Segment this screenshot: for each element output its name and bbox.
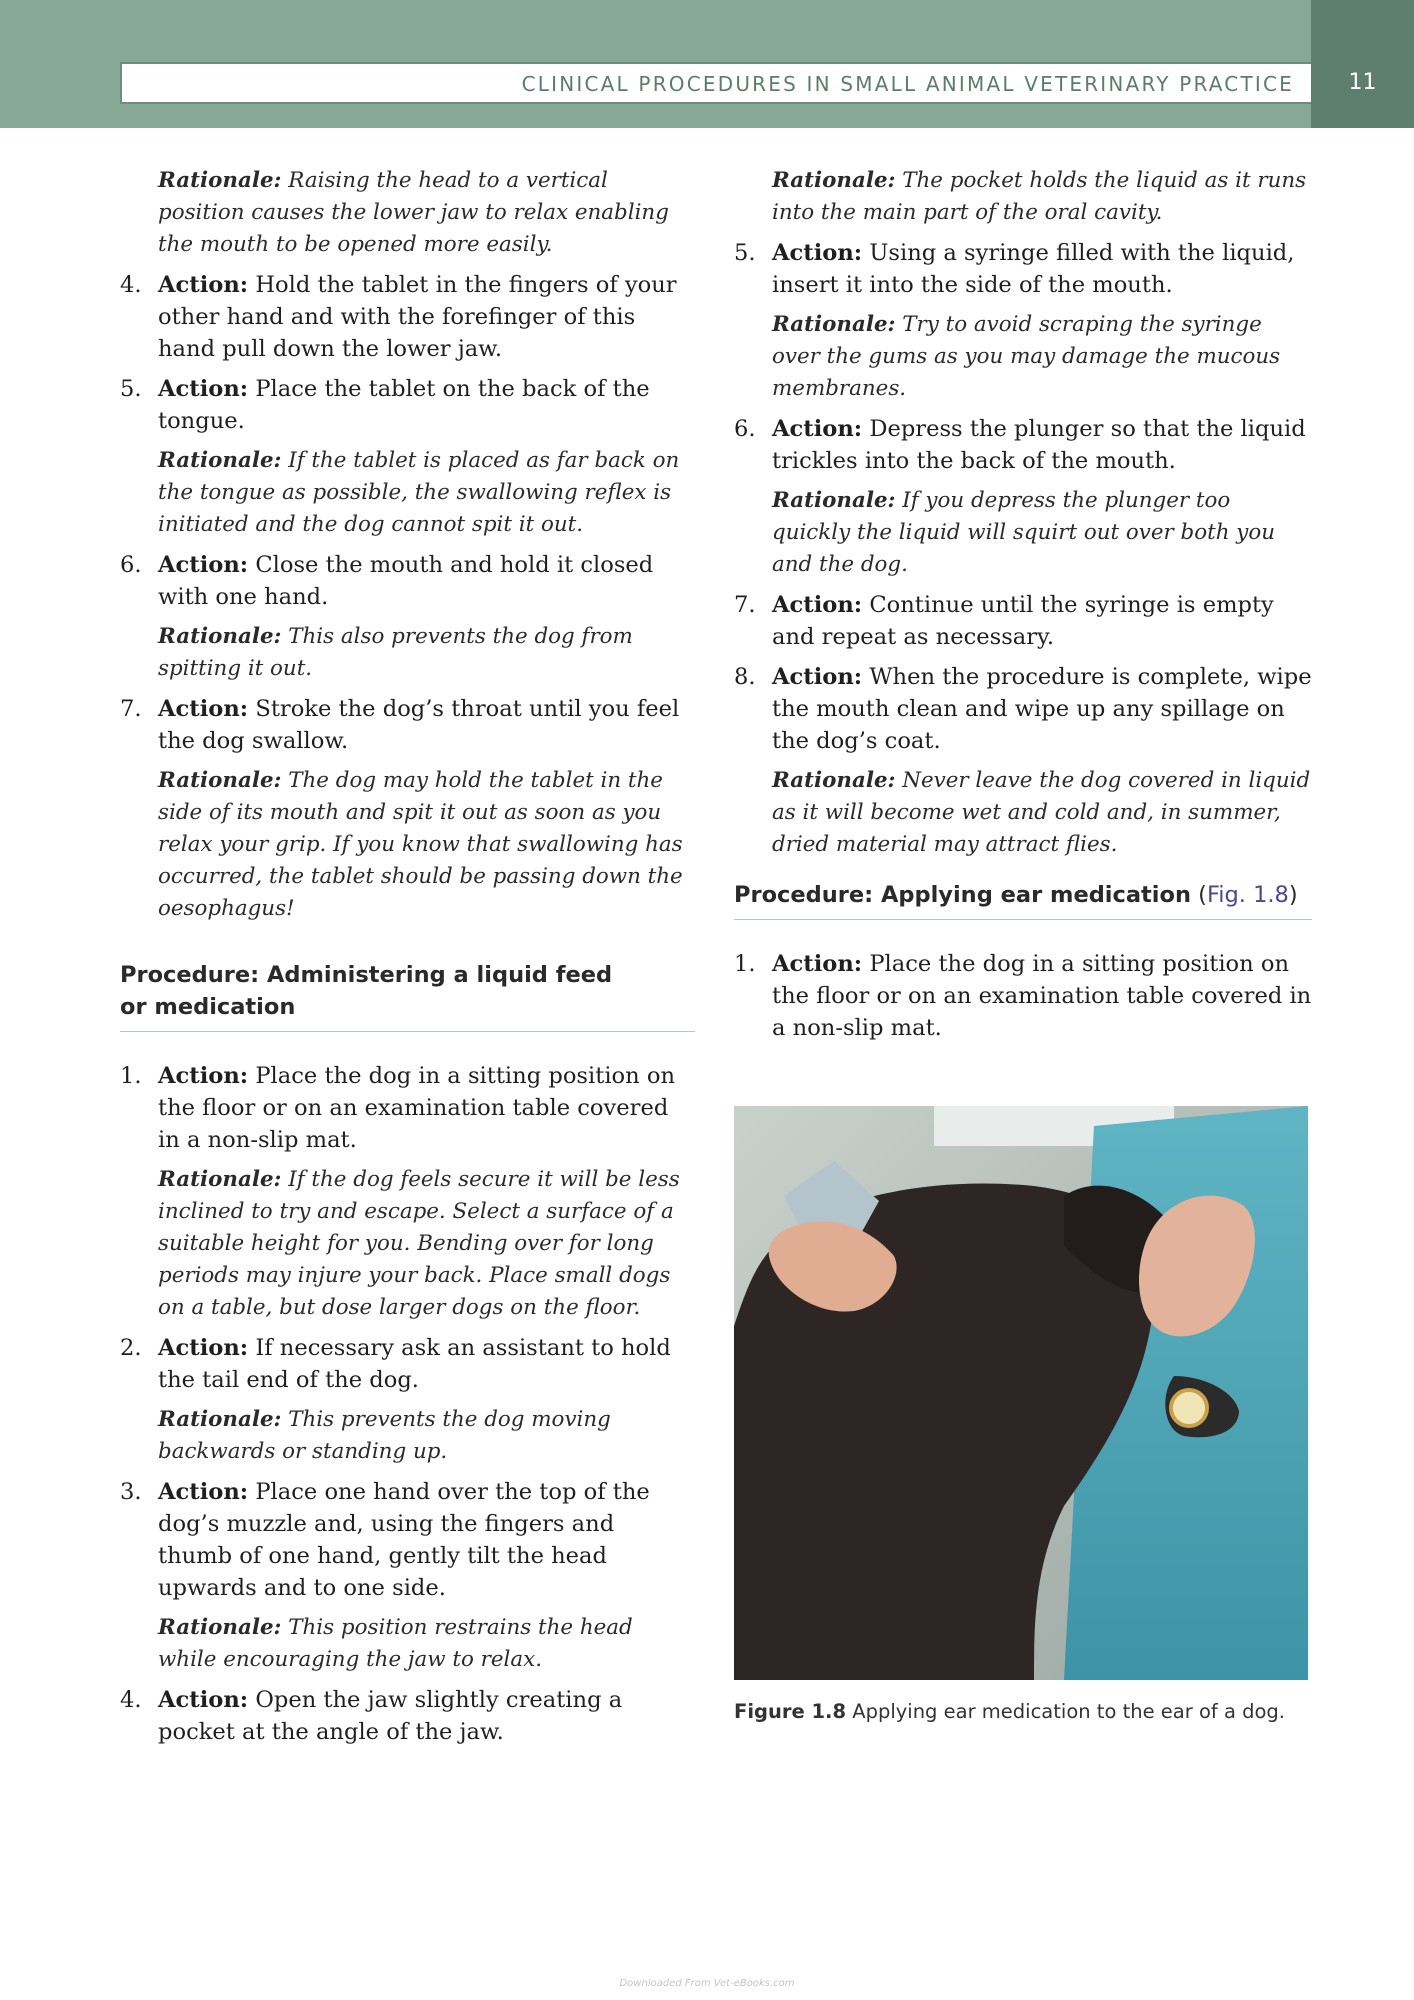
figure-caption-text: Applying ear medication to the ear of a dog. xyxy=(846,1700,1285,1723)
download-watermark: Downloaded From Vet-eBooks.com xyxy=(619,1978,795,1989)
action-step xyxy=(734,413,1312,477)
rationale-text: This also prevents the dog from spitting it out. xyxy=(158,624,633,681)
rationale-label: Rationale: xyxy=(772,488,896,513)
rationale xyxy=(120,765,695,925)
rationale xyxy=(120,1404,695,1468)
action-text: Place the tablet on the back of the tongue. xyxy=(158,376,650,434)
figure-reference-link[interactable]: Fig. 1.8 xyxy=(1206,882,1289,908)
heading-text: Procedure: Applying ear medication xyxy=(734,882,1191,908)
rationale-label: Rationale: xyxy=(158,1407,282,1432)
rationale xyxy=(120,165,695,261)
action-label: Action: xyxy=(772,416,863,442)
action-step xyxy=(120,1684,695,1748)
ear-medication-illustration xyxy=(734,1106,1308,1680)
action-text: Depress the plunger so that the liquid trickles into the back of the mouth. xyxy=(772,416,1306,474)
action-label: Action: xyxy=(772,951,863,977)
action-step xyxy=(120,1476,695,1604)
rationale-label: Rationale: xyxy=(772,768,896,793)
book-title: CLINICAL PROCEDURES IN SMALL ANIMAL VETERINARY PRACTICE xyxy=(521,72,1294,96)
step-number: 6. xyxy=(120,552,142,578)
procedure-heading xyxy=(120,959,695,1032)
action-step xyxy=(734,589,1312,653)
rationale-text: If you depress the plunger too quickly the liquid will squirt out over both you and the dog. xyxy=(772,488,1276,577)
step-number: 5. xyxy=(734,240,756,266)
rationale-label: Rationale: xyxy=(158,768,282,793)
action-text: Using a syringe filled with the liquid, insert it into the side of the mouth. xyxy=(772,240,1295,298)
action-text: When the procedure is complete, wipe the mouth clean and wipe up any spillage on the dog’s coat. xyxy=(772,664,1312,754)
step-number: 2. xyxy=(120,1335,142,1361)
action-text: Continue until the syringe is empty and repeat as necessary. xyxy=(772,592,1274,650)
action-step xyxy=(120,373,695,437)
left-column xyxy=(120,165,695,1756)
heading-open-paren: ( xyxy=(1191,882,1207,908)
action-label: Action: xyxy=(158,1063,249,1089)
rationale-label: Rationale: xyxy=(158,448,282,473)
action-label: Action: xyxy=(772,664,863,690)
action-text: Hold the tablet in the fingers of your other hand and with the forefinger of this hand pull down the lower jaw. xyxy=(158,272,677,362)
action-step xyxy=(734,237,1312,301)
figure-caption xyxy=(734,1700,1312,1723)
step-number: 1. xyxy=(120,1063,142,1089)
action-text: If necessary ask an assistant to hold the tail end of the dog. xyxy=(158,1335,671,1393)
action-step xyxy=(734,661,1312,757)
action-step xyxy=(120,693,695,757)
rationale-text: Never leave the dog covered in liquid as it will become wet and cold and, in summer, dried material may attract flies. xyxy=(772,768,1311,857)
heading-line-2: or medication xyxy=(120,994,296,1020)
action-label: Action: xyxy=(158,1479,249,1505)
rationale-text: Raising the head to a vertical position causes the lower jaw to relax enabling the mouth to be opened more easily. xyxy=(158,168,669,257)
header-title-box xyxy=(120,62,1312,104)
rationale xyxy=(734,165,1312,229)
rationale-label: Rationale: xyxy=(158,624,282,649)
rationale-text: Try to avoid scraping the syringe over the gums as you may damage the mucous membranes. xyxy=(772,312,1281,401)
action-text: Place the dog in a sitting position on the floor or on an examination table covered in a non-slip mat. xyxy=(158,1063,676,1153)
action-text: Place the dog in a sitting position on the floor or on an examination table covered in a non-slip mat. xyxy=(772,951,1312,1041)
step-number: 4. xyxy=(120,272,142,298)
action-label: Action: xyxy=(158,272,249,298)
action-label: Action: xyxy=(772,592,863,618)
action-label: Action: xyxy=(158,552,249,578)
rationale xyxy=(120,621,695,685)
step-number: 6. xyxy=(734,416,756,442)
rationale xyxy=(120,445,695,541)
step-number: 1. xyxy=(734,951,756,977)
action-label: Action: xyxy=(158,1335,249,1361)
rationale-text: If the tablet is placed as far back on the tongue as possible, the swallowing reflex is initiated and the dog cannot spit it out. xyxy=(158,448,680,537)
action-step xyxy=(734,948,1312,1044)
step-number: 7. xyxy=(734,592,756,618)
rationale-text: The dog may hold the tablet in the side of its mouth and spit it out as soon as you relax your grip. If you know that swallowing has occurred, the tablet should be passing down the oesophagus! xyxy=(158,768,683,921)
action-label: Action: xyxy=(158,1687,249,1713)
action-step xyxy=(120,269,695,365)
rationale-label: Rationale: xyxy=(772,168,896,193)
procedure-heading xyxy=(734,879,1312,920)
page-number: 11 xyxy=(1348,70,1377,95)
figure-photo xyxy=(734,1106,1308,1680)
right-column xyxy=(734,165,1312,1723)
step-number: 3. xyxy=(120,1479,142,1505)
action-step xyxy=(120,549,695,613)
action-label: Action: xyxy=(158,376,249,402)
action-text: Open the jaw slightly creating a pocket at the angle of the jaw. xyxy=(158,1687,623,1745)
rationale-label: Rationale: xyxy=(158,168,282,193)
step-number: 8. xyxy=(734,664,756,690)
rationale xyxy=(120,1164,695,1324)
figure-label: Figure 1.8 xyxy=(734,1700,847,1723)
rationale-label: Rationale: xyxy=(158,1167,282,1192)
action-step xyxy=(120,1060,695,1156)
action-text: Close the mouth and hold it closed with one hand. xyxy=(158,552,654,610)
action-label: Action: xyxy=(158,696,249,722)
rationale-text: This position restrains the head while encouraging the jaw to relax. xyxy=(158,1615,633,1672)
action-text: Stroke the dog’s throat until you feel the dog swallow. xyxy=(158,696,680,754)
rationale-text: The pocket holds the liquid as it runs into the main part of the oral cavity. xyxy=(772,168,1307,225)
heading-close-paren: ) xyxy=(1288,882,1298,908)
action-text: Place one hand over the top of the dog’s muzzle and, using the fingers and thumb of one hand, gently tilt the head upwards and to one side. xyxy=(158,1479,650,1601)
action-label: Action: xyxy=(772,240,863,266)
rationale-label: Rationale: xyxy=(772,312,896,337)
heading-line-1: Procedure: Administering a liquid feed xyxy=(120,962,613,988)
step-number: 4. xyxy=(120,1687,142,1713)
rationale xyxy=(734,485,1312,581)
rationale-label: Rationale: xyxy=(158,1615,282,1640)
rationale-text: This prevents the dog moving backwards or standing up. xyxy=(158,1407,611,1464)
rationale xyxy=(734,765,1312,861)
running-header xyxy=(0,0,1414,128)
rationale xyxy=(120,1612,695,1676)
rationale xyxy=(734,309,1312,405)
step-number: 7. xyxy=(120,696,142,722)
action-step xyxy=(120,1332,695,1396)
rationale-text: If the dog feels secure it will be less inclined to try and escape. Select a surface of a suitable height for you. Bending over for long periods may injure your back. Place small dogs on a table, but dose larger dogs on the floor. xyxy=(158,1167,680,1320)
step-number: 5. xyxy=(120,376,142,402)
page-number-box xyxy=(1311,0,1414,128)
